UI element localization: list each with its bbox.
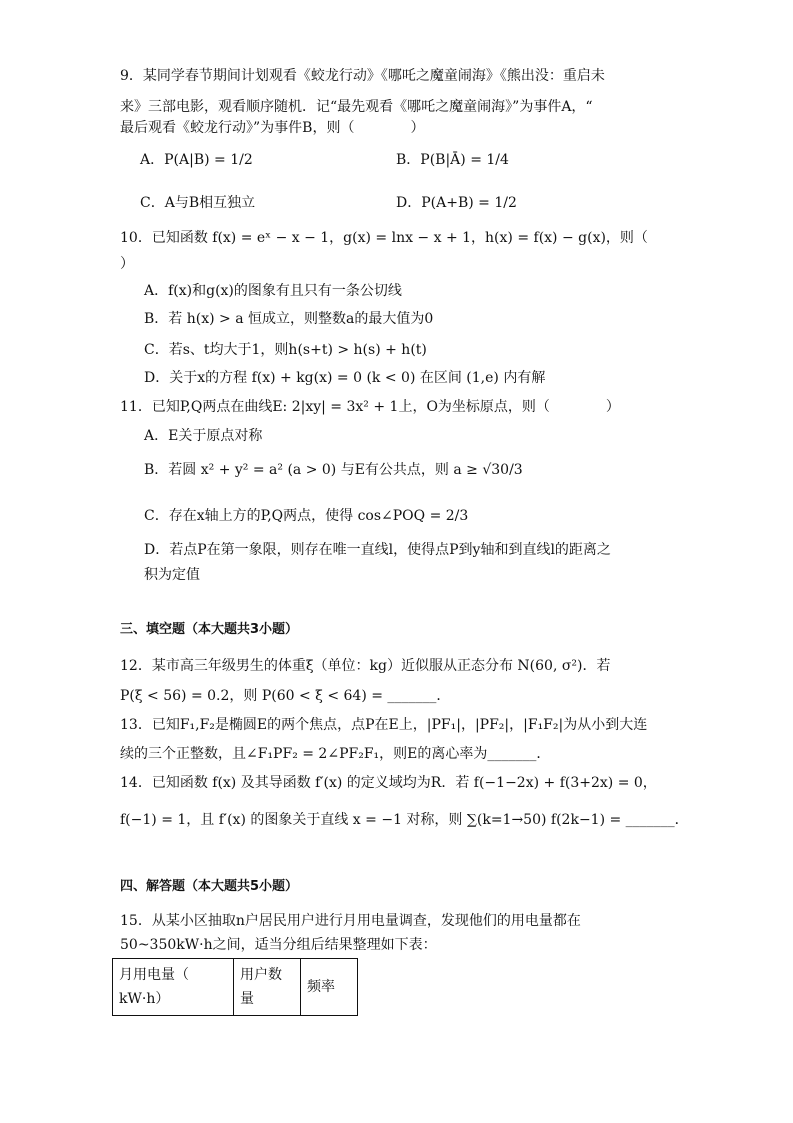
- text-line-q10-c: C．若s、t均大于1，则h(s+t) > h(s) + h(t): [144, 342, 427, 358]
- electricity-table: [112, 958, 358, 1016]
- text-line-q11-d1: D．若点P在第一象限，则存在唯一直线l，使得点P到y轴和到直线l的距离之: [144, 542, 611, 558]
- table-header-households-line1: 用户数: [240, 967, 282, 983]
- text-line-q11-c: C．存在x轴上方的P,Q两点，使得 cos∠POQ = 2/3: [144, 508, 469, 524]
- text-line-q11-b: B．若圆 x² + y² = a² (a > 0) 与E有公共点，则 a ≥ √30/3: [144, 462, 523, 478]
- text-line-q10-2: ）: [120, 256, 134, 272]
- text-line-q9-1: 9．某同学春节期间计划观看《蛟龙行动》《哪吒之魔童闹海》《熊出没：重启未: [120, 68, 605, 84]
- text-line-q15-1: 15．从某小区抽取n户居民用户进行月用电量调查，发现他们的用电量都在: [120, 913, 581, 929]
- text-line-q12-2: P(ξ < 56) = 0.2，则 P(60 < ξ < 64) = _______．: [120, 688, 451, 704]
- text-line-q9-d: D．P(A+B) = 1/2: [396, 195, 517, 211]
- text-line-q9-c: C．A与B相互独立: [140, 195, 256, 211]
- text-line-q10-b: B．若 h(x) > a 恒成立，则整数a的最大值为0: [144, 311, 434, 327]
- text-line-sec3: 三、填空题（本大题共3小题）: [120, 622, 299, 637]
- table-header-frequency: [301, 959, 358, 1016]
- table-header-households-line2: 量: [240, 991, 254, 1007]
- text-line-q9-2: 来》三部电影，观看顺序随机．记“最先观看《哪吒之魔童闹海》”为事件A，“: [120, 99, 593, 115]
- table-header-usage: [113, 959, 234, 1016]
- text-line-q10-a: A．f(x)和g(x)的图象有且只有一条公切线: [144, 283, 402, 299]
- table-header-households: [234, 959, 301, 1016]
- text-line-q10-d: D．关于x的方程 f(x) + kg(x) = 0 (k < 0) 在区间 (1,e) 内有解: [144, 370, 546, 386]
- table-header-row: [113, 959, 358, 1016]
- text-line-q15-2: 50~350kW·h之间，适当分组后结果整理如下表：: [120, 937, 437, 953]
- table-header-usage-line1: 月用电量（: [119, 967, 189, 983]
- text-line-q10-1: 10．已知函数 f(x) = eˣ − x − 1，g(x) = lnx − x + 1，h(x) = f(x) − g(x)，则（: [120, 230, 648, 246]
- text-line-q12-1: 12．某市高三年级男生的体重ξ（单位：kg）近似服从正态分布 N(60, σ²)．若: [120, 658, 611, 674]
- text-line-q14-1: 14．已知函数 f(x) 及其导函数 f′(x) 的定义域均为R．若 f(−1−2x) + f(3+2x) = 0，: [120, 775, 657, 791]
- text-line-q11-1: 11．已知P,Q两点在曲线E: 2|xy| = 3x² + 1上，O为坐标原点，则（ ）: [120, 399, 620, 415]
- text-line-q9-b: B．P(B|Ā) = 1/4: [396, 152, 509, 168]
- text-line-q9-3: 最后观看《蛟龙行动》”为事件B，则（ ）: [120, 120, 425, 136]
- text-line-q13-2: 续的三个正整数，且∠F₁PF₂ = 2∠PF₂F₁，则E的离心率为_______．: [120, 746, 551, 762]
- text-line-sec4: 四、解答题（本大题共5小题）: [120, 879, 299, 894]
- text-line-q13-1: 13．已知F₁,F₂是椭圆E的两个焦点，点P在E上，|PF₁|，|PF₂|，|F₁F₂|为从小到大连: [120, 717, 648, 733]
- text-line-q11-d2: 积为定值: [144, 567, 200, 583]
- table-header-frequency-label: 频率: [307, 979, 335, 995]
- text-line-q11-a: A．E关于原点对称: [144, 428, 263, 444]
- text-line-q9-a: A．P(A|B) = 1/2: [140, 152, 253, 168]
- text-line-q14-2: f(−1) = 1，且 f′(x) 的图象关于直线 x = −1 对称，则 ∑(k=1→50) f(2k−1) = _______．: [120, 812, 689, 828]
- table-header-usage-line2: kW·h）: [119, 991, 170, 1007]
